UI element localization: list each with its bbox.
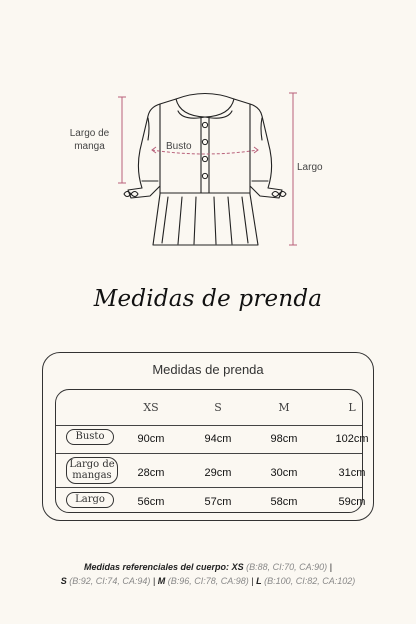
row-label-busto: Busto	[66, 429, 114, 445]
table-cell: 94cm	[204, 433, 232, 445]
footnote-values-m: (B:96, CI:78, CA:98)	[167, 576, 249, 586]
row-divider	[56, 487, 362, 488]
button-3	[202, 156, 207, 161]
footnote-values-xs: (B:88, CI:70, CA:90)	[246, 562, 328, 572]
measurements-table	[55, 389, 369, 513]
button-1	[202, 122, 207, 127]
footnote-size-l: L	[256, 576, 262, 586]
table-cell: 56cm	[137, 496, 165, 508]
footnote-separator: |	[152, 576, 156, 586]
bust-label: Busto	[166, 141, 192, 152]
footnote-line-2	[0, 574, 416, 588]
footnote-values-s: (B:92, CI:74, CA:94)	[69, 576, 151, 586]
footnote-values-l: (B:100, CI:82, CA:102)	[264, 576, 356, 586]
footnote-size-s: S	[60, 576, 67, 586]
body-measurements-note	[0, 560, 416, 588]
sleeve-length-label: Largo de manga	[69, 128, 110, 152]
row-divider	[56, 453, 362, 454]
garment-illustration	[0, 0, 416, 270]
table-cell: 59cm	[338, 496, 366, 508]
size-header-s: S	[214, 401, 222, 414]
button-4	[202, 173, 207, 178]
measurements-card	[42, 352, 374, 521]
table-cell: 90cm	[137, 433, 165, 445]
table-title: Medidas de prenda	[152, 362, 264, 377]
footnote-intro: Medidas referenciales del cuerpo:	[83, 562, 230, 572]
row-label-largo: Largo	[66, 492, 114, 508]
table-cell: 102cm	[335, 433, 369, 445]
table-cell: 31cm	[338, 467, 366, 479]
footnote-size-m: M	[157, 576, 166, 586]
size-header-l: L	[348, 401, 356, 414]
size-header-xs: XS	[143, 401, 159, 414]
row-divider	[56, 425, 362, 426]
button-2	[202, 139, 207, 144]
table-cell: 28cm	[137, 467, 165, 479]
page-title: Medidas de prenda	[93, 286, 323, 312]
footnote-separator: |	[251, 576, 254, 586]
table-cell: 29cm	[204, 467, 232, 479]
row-label-largo-de-mangas: Largo de mangas	[66, 457, 118, 484]
footnote-line-1	[0, 560, 416, 574]
table-cell: 30cm	[270, 467, 298, 479]
footnote-separator: |	[329, 562, 332, 572]
footnote-size-xs: XS	[231, 562, 244, 572]
table-cell: 57cm	[204, 496, 232, 508]
size-header-m: M	[278, 401, 290, 414]
table-cell: 58cm	[270, 496, 298, 508]
table-cell: 98cm	[270, 433, 298, 445]
length-label: Largo	[297, 162, 323, 173]
